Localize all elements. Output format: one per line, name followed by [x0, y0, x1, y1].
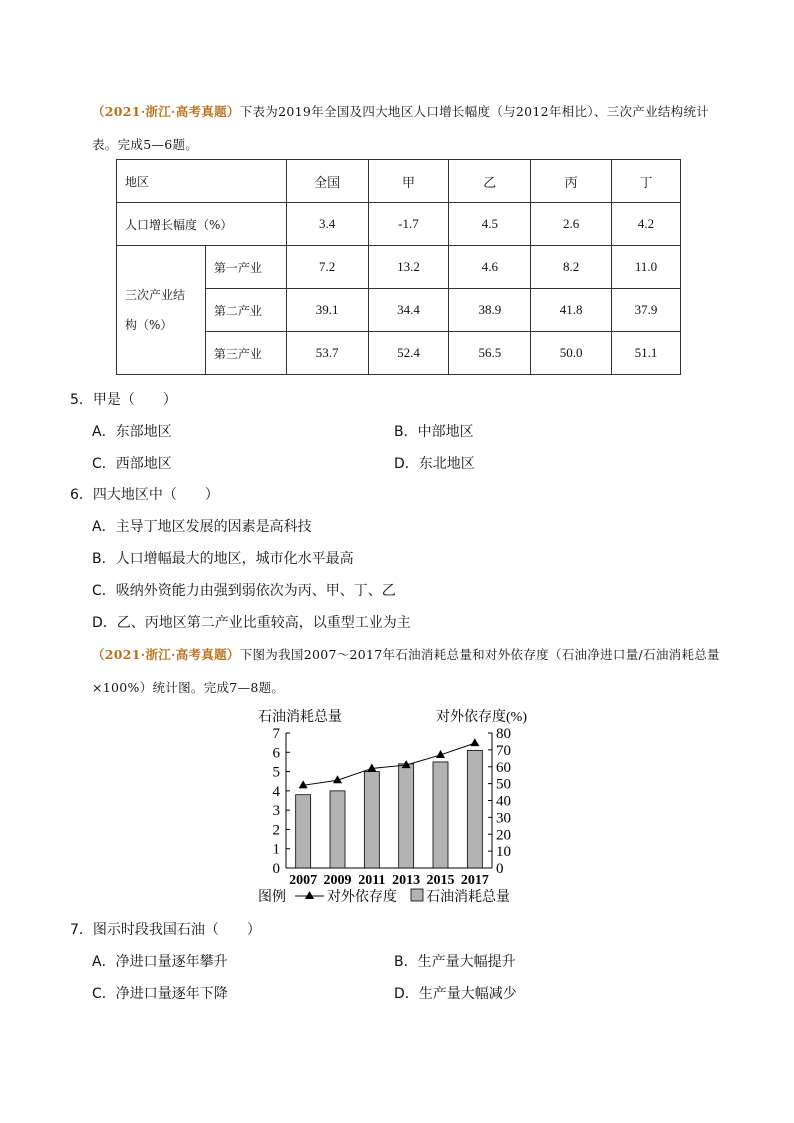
- column-header: 乙: [449, 160, 531, 203]
- oil-chart: [250, 704, 540, 906]
- legend-bar-swatch: [411, 889, 423, 901]
- table-cell: 8.2: [531, 246, 612, 289]
- right-tick-label: 80: [496, 726, 511, 742]
- q7-option-b[interactable]: B．生产量大幅提升: [394, 954, 516, 970]
- bar: [399, 764, 414, 868]
- row-label: 人口增长幅度（%）: [117, 203, 287, 246]
- right-axis-title: 对外依存度(%): [436, 710, 527, 725]
- right-tick-label: 50: [496, 776, 511, 793]
- column-header: 丁: [612, 160, 681, 203]
- intro-text: 下图为我国2007～2017年石油消耗总量和对外依存度（石油净进口量/石油消耗总量×100%）统计图。完成7—8题。: [92, 647, 720, 695]
- legend-prefix: 图例: [258, 890, 286, 905]
- table-cell: 38.9: [449, 289, 531, 332]
- table-cell: 53.7: [286, 332, 368, 375]
- chart-svg: [250, 704, 540, 906]
- intro-paragraph-1: [92, 95, 722, 161]
- x-tick-label: 2007: [289, 873, 318, 888]
- question-6-stem: 6．四大地区中（ ）: [70, 487, 219, 503]
- left-tick-label: 0: [272, 861, 280, 877]
- question-7-stem: 7．图示时段我国石油（ ）: [70, 922, 261, 938]
- line-point-marker: [299, 780, 308, 788]
- table-row: [117, 246, 681, 289]
- q7-option-d[interactable]: D．生产量大幅减少: [394, 986, 517, 1002]
- line-point-marker: [367, 763, 376, 771]
- question-5-stem: 5．甲是（ ）: [70, 392, 177, 408]
- q6-option-b[interactable]: B．人口增幅最大的地区，城市化水平最高: [92, 551, 354, 567]
- right-tick-label: 10: [496, 844, 511, 861]
- dependence-line: [303, 743, 475, 785]
- left-tick-label: 4: [272, 783, 280, 800]
- column-header: 甲: [368, 160, 449, 203]
- table-cell: 56.5: [449, 332, 531, 375]
- table-cell: 11.0: [612, 246, 681, 289]
- bar: [467, 750, 482, 868]
- left-tick-label: 7: [272, 726, 280, 742]
- row-label: 第三产业: [205, 332, 286, 375]
- source-tag: （2021·浙江·高考真题）: [92, 647, 240, 662]
- table-cell: 37.9: [612, 289, 681, 332]
- column-header: 丙: [531, 160, 612, 203]
- table-cell: 51.1: [612, 332, 681, 375]
- left-tick-label: 5: [272, 764, 280, 781]
- table-cell: 3.4: [286, 203, 368, 246]
- legend-triangle-icon: [305, 891, 314, 899]
- table-cell: 34.4: [368, 289, 449, 332]
- left-axis-title: 石油消耗总量: [258, 710, 342, 725]
- table-row: [117, 203, 681, 246]
- group-label-line: 构（%）: [125, 318, 173, 332]
- column-header: 全国: [286, 160, 368, 203]
- table-cell: 13.2: [368, 246, 449, 289]
- x-tick-label: 2009: [323, 873, 352, 888]
- bar: [296, 795, 311, 868]
- q6-option-c[interactable]: C．吸纳外资能力由强到弱依次为丙、甲、丁、乙: [92, 583, 396, 599]
- table-cell: 52.4: [368, 332, 449, 375]
- table-cell: 4.5: [449, 203, 531, 246]
- left-tick-label: 2: [272, 822, 280, 839]
- x-tick-label: 2013: [392, 873, 421, 888]
- intro-paragraph-2: [92, 638, 722, 704]
- row-label: 第一产业: [205, 246, 286, 289]
- group-label-line: 三次产业结: [125, 288, 186, 302]
- q7-option-a[interactable]: A．净进口量逐年攀升: [92, 954, 228, 970]
- industry-group-label: [117, 246, 206, 375]
- right-tick-label: 40: [496, 793, 511, 810]
- statistics-table: [116, 159, 681, 375]
- legend-bar-label: 石油消耗总量: [426, 890, 510, 905]
- right-tick-label: 20: [496, 827, 511, 844]
- table-header-row: [117, 160, 681, 203]
- left-tick-label: 1: [272, 841, 280, 858]
- right-tick-label: 70: [496, 742, 511, 759]
- header-region-label: 地区: [117, 160, 287, 203]
- q6-option-a[interactable]: A．主导丁地区发展的因素是高科技: [92, 519, 312, 535]
- q6-option-d[interactable]: D．乙、丙地区第二产业比重较高，以重型工业为主: [92, 615, 411, 631]
- table-cell: 4.6: [449, 246, 531, 289]
- legend-line-label: 对外依存度: [327, 890, 397, 905]
- left-tick-label: 3: [272, 803, 280, 820]
- q5-option-a[interactable]: A．东部地区: [92, 424, 172, 440]
- line-point-marker: [470, 738, 479, 746]
- table-cell: 4.2: [612, 203, 681, 246]
- row-label: 第二产业: [205, 289, 286, 332]
- q5-option-d[interactable]: D．东北地区: [394, 456, 475, 472]
- x-tick-label: 2011: [358, 873, 386, 888]
- bar: [364, 772, 379, 868]
- table-cell: -1.7: [368, 203, 449, 246]
- table-cell: 39.1: [286, 289, 368, 332]
- x-tick-label: 2015: [426, 873, 455, 888]
- bar: [330, 791, 345, 868]
- right-tick-label: 0: [496, 861, 504, 877]
- q7-option-c[interactable]: C．净进口量逐年下降: [92, 986, 228, 1002]
- intro-text: 下表为2019年全国及四大地区人口增长幅度（与2012年相比）、三次产业结构统计表。完成5—6题。: [92, 104, 710, 152]
- chart-legend: [258, 888, 510, 905]
- x-tick-label: 2017: [460, 873, 489, 888]
- table-cell: 50.0: [531, 332, 612, 375]
- q5-option-c[interactable]: C．西部地区: [92, 456, 172, 472]
- source-tag: （2021·浙江·高考真题）: [92, 104, 240, 119]
- right-tick-label: 30: [496, 810, 511, 827]
- bar: [433, 762, 448, 868]
- q5-option-b[interactable]: B．中部地区: [394, 424, 474, 440]
- table-cell: 2.6: [531, 203, 612, 246]
- table-cell: 7.2: [286, 246, 368, 289]
- table-cell: 41.8: [531, 289, 612, 332]
- right-tick-label: 60: [496, 759, 511, 776]
- left-tick-label: 6: [272, 745, 280, 762]
